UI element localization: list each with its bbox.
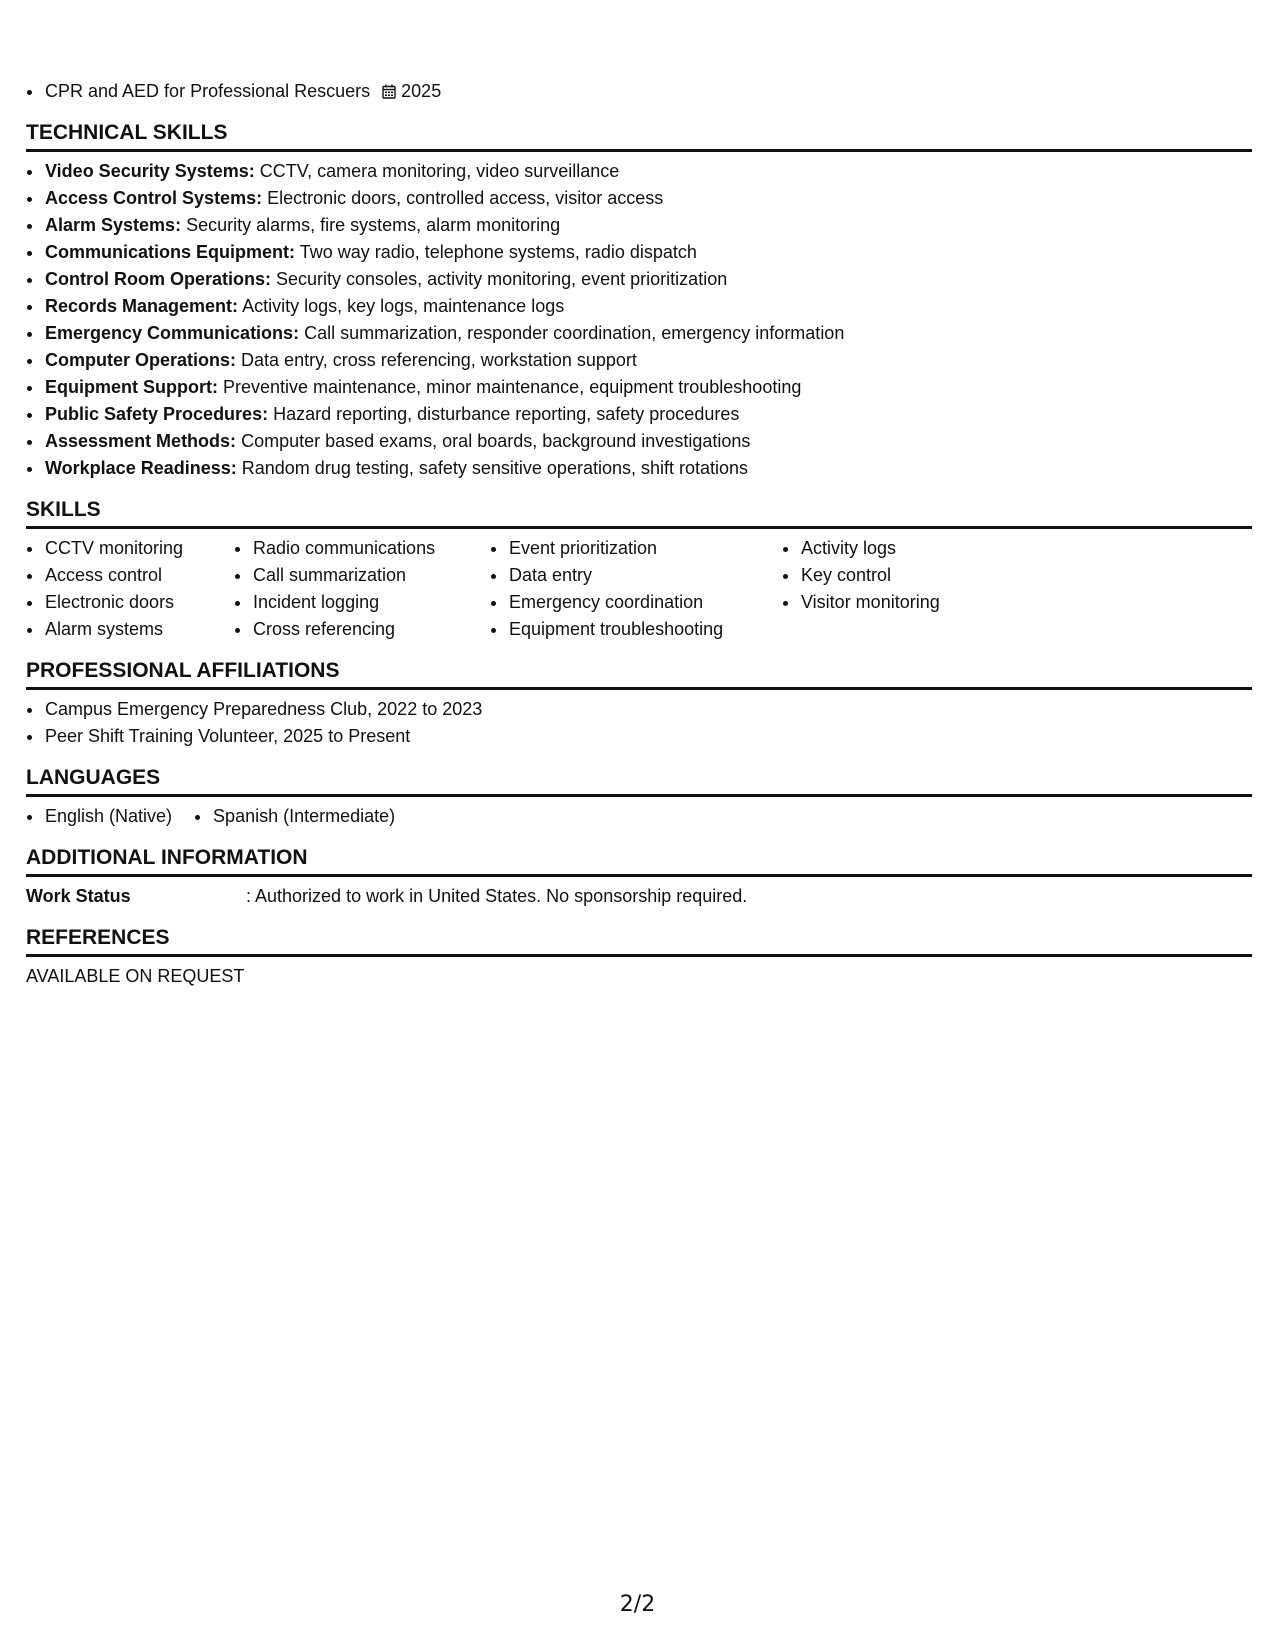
languages-list — [26, 803, 1252, 830]
page-number: 2/2 — [619, 1592, 656, 1617]
technical-skill-term: Access Control Systems: — [45, 188, 263, 208]
calendar-icon — [382, 84, 396, 99]
skill-item: • CCTV monitoring — [44, 535, 212, 562]
technical-skill-description: Computer based exams, oral boards, background investigations — [241, 431, 751, 451]
technical-skill-term: Equipment Support: — [45, 377, 218, 397]
skill-item: • Electronic doors — [44, 589, 212, 616]
skill-item: • Equipment troubleshooting — [508, 616, 760, 643]
technical-skill-item — [44, 401, 1252, 428]
certification-year: 2025 — [401, 81, 442, 101]
technical-skill-description: Random drug testing, safety sensitive operations, shift rotations — [241, 458, 749, 478]
language-column — [194, 803, 395, 830]
language-item: • Spanish (Intermediate) — [212, 803, 395, 830]
technical-skill-item — [44, 158, 1252, 185]
technical-skill-description: Electronic doors, controlled access, visitor access — [267, 188, 664, 208]
skill-item: • Event prioritization — [508, 535, 760, 562]
technical-skill-item — [44, 455, 1252, 482]
affiliation-item: • Peer Shift Training Volunteer, 2025 to Present — [44, 723, 1252, 750]
references-section — [26, 924, 1252, 990]
technical-skill-item — [44, 266, 1252, 293]
technical-skill-term: Communications Equipment: — [45, 242, 296, 262]
technical-skill-term: Records Management: — [45, 296, 239, 316]
technical-skill-description: Activity logs, key logs, maintenance logs — [242, 296, 565, 316]
skill-item: • Data entry — [508, 562, 760, 589]
skills-grid — [26, 535, 1252, 643]
technical-skill-description: Two way radio, telephone systems, radio dispatch — [299, 242, 697, 262]
language-column — [26, 803, 172, 830]
certification-item — [44, 78, 1252, 105]
technical-skill-item — [44, 293, 1252, 320]
technical-skill-term: Computer Operations: — [45, 350, 237, 370]
skill-item: • Emergency coordination — [508, 589, 760, 616]
technical-skill-description: Preventive maintenance, minor maintenance, equipment troubleshooting — [223, 377, 802, 397]
skills-section — [26, 496, 1252, 643]
references-heading: REFERENCES — [26, 924, 1252, 957]
technical-skills-section — [26, 119, 1252, 482]
technical-skill-description: Hazard reporting, disturbance reporting, safety procedures — [273, 404, 740, 424]
skill-item: • Radio communications — [252, 535, 468, 562]
skills-column — [26, 535, 212, 643]
technical-skill-item — [44, 185, 1252, 212]
certification-date — [382, 81, 441, 101]
skills-heading: SKILLS — [26, 496, 1252, 529]
work-status-row — [26, 883, 1252, 910]
references-text: AVAILABLE ON REQUEST — [26, 966, 245, 986]
technical-skill-term: Public Safety Procedures: — [45, 404, 269, 424]
technical-skill-item — [44, 374, 1252, 401]
skill-item: • Cross referencing — [252, 616, 468, 643]
technical-skill-item — [44, 347, 1252, 374]
technical-skill-term: Assessment Methods: — [45, 431, 237, 451]
work-status-label: Work Status — [26, 886, 131, 906]
affiliations-heading: PROFESSIONAL AFFILIATIONS — [26, 657, 1252, 690]
resume-page — [26, 78, 1252, 990]
affiliations-section — [26, 657, 1252, 750]
certification-list — [26, 78, 1252, 105]
additional-information-heading: ADDITIONAL INFORMATION — [26, 844, 1252, 877]
skill-item: • Key control — [800, 562, 1000, 589]
skills-column — [782, 535, 1000, 643]
skill-item: • Activity logs — [800, 535, 1000, 562]
skills-column — [490, 535, 760, 643]
technical-skill-item — [44, 320, 1252, 347]
technical-skill-description: CCTV, camera monitoring, video surveillance — [259, 161, 620, 181]
technical-skills-list — [26, 158, 1252, 482]
affiliations-list — [26, 696, 1252, 750]
technical-skill-item — [44, 428, 1252, 455]
technical-skill-description: Security alarms, fire systems, alarm monitoring — [186, 215, 561, 235]
technical-skill-term: Control Room Operations: — [45, 269, 271, 289]
technical-skill-description: Security consoles, activity monitoring, event prioritization — [276, 269, 728, 289]
technical-skill-term: Alarm Systems: — [45, 215, 182, 235]
skill-item: • Access control — [44, 562, 212, 589]
languages-heading: LANGUAGES — [26, 764, 1252, 797]
certification-name: CPR and AED for Professional Rescuers — [45, 81, 371, 101]
technical-skill-term: Video Security Systems: — [45, 161, 255, 181]
skills-column — [234, 535, 468, 643]
technical-skill-term: Workplace Readiness: — [45, 458, 237, 478]
affiliation-item: • Campus Emergency Preparedness Club, 2022 to 2023 — [44, 696, 1252, 723]
additional-information-section — [26, 844, 1252, 910]
skill-item: • Incident logging — [252, 589, 468, 616]
technical-skill-item — [44, 239, 1252, 266]
technical-skill-description: Data entry, cross referencing, workstation support — [241, 350, 637, 370]
technical-skills-heading: TECHNICAL SKILLS — [26, 119, 1252, 152]
technical-skill-term: Emergency Communications: — [45, 323, 300, 343]
languages-section — [26, 764, 1252, 830]
language-item: • English (Native) — [44, 803, 172, 830]
skill-item: • Call summarization — [252, 562, 468, 589]
skill-item: • Visitor monitoring — [800, 589, 1000, 616]
work-status-value: : Authorized to work in United States. No sponsorship required. — [246, 886, 748, 906]
technical-skill-description: Call summarization, responder coordination, emergency information — [304, 323, 845, 343]
technical-skill-item — [44, 212, 1252, 239]
skill-item: • Alarm systems — [44, 616, 212, 643]
